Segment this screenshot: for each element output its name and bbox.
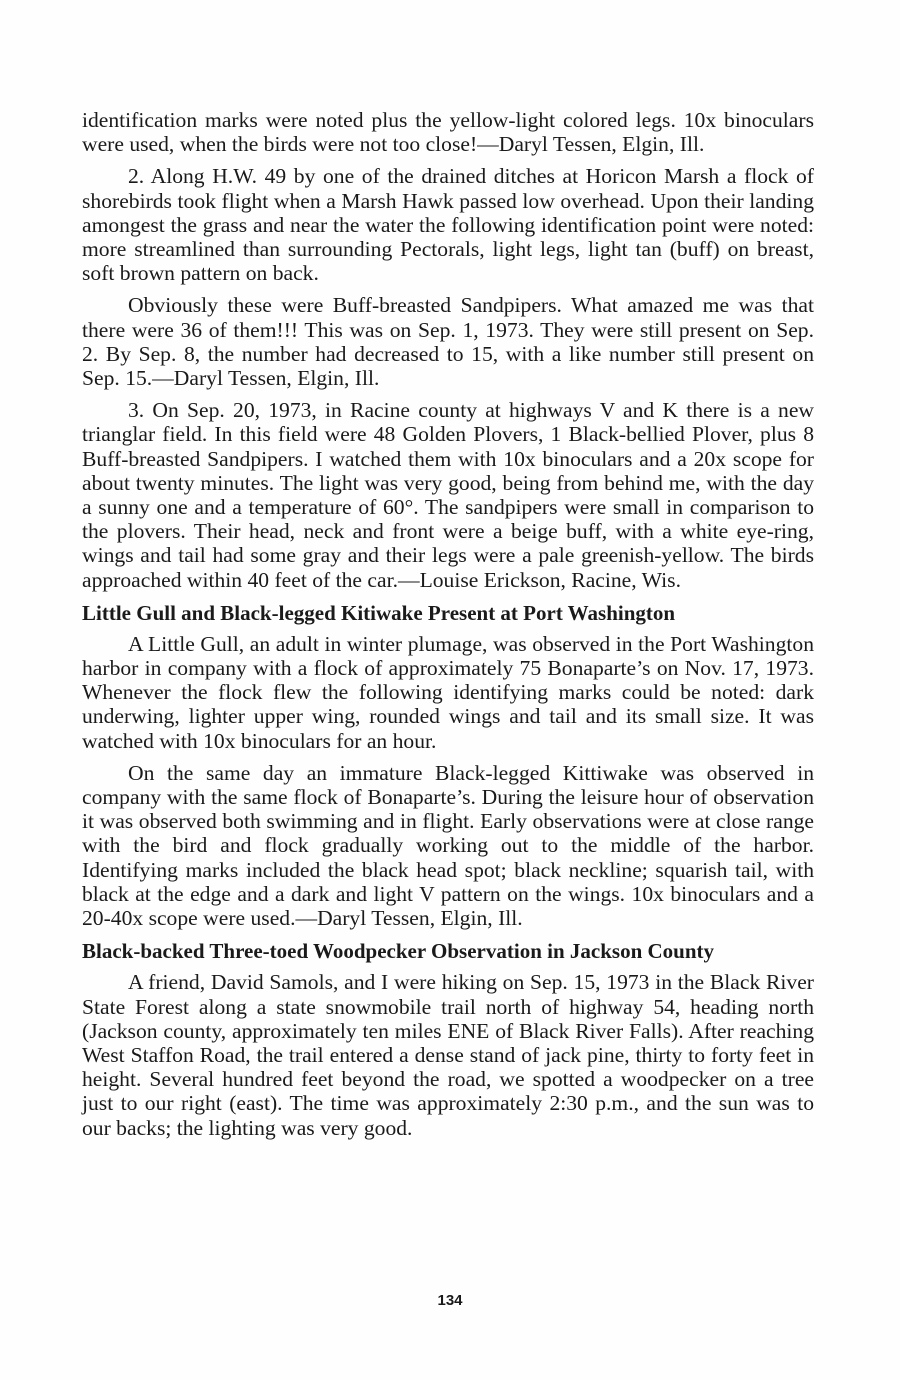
paragraph-observation-2: 2. Along H.W. 49 by one of the drained ditches at Horicon Marsh a flock of shorebirds took flight when a Marsh Hawk passed low overhead. Upon their landing amongest the grass and near the water the following identification point were noted: more streamlined than surrounding Pectorals, light legs, light tan (buff) on breast, soft brown pattern on back. — [82, 164, 814, 286]
paragraph-observation-3: 3. On Sep. 20, 1973, in Racine county at highways V and K there is a new trianglar field. In this field were 48 Golden Plovers, 1 Black-bellied Plover, plus 8 Buff-breasted Sandpipers. I watched them with 10x binoculars and a 20x scope for about twenty minutes. The light was very good, being from behind me, with the day a sunny one and a temperature of 60°. The sandpipers were small in comparison to the plovers. Their head, neck and front were a beige buff, with a white eye-ring, wings and tail had some gray and their legs were a pale greenish-yellow. The birds approached within 40 feet of the car.—Louise Erickson, Racine, Wis. — [82, 398, 814, 592]
paragraph-buff-breasted-sandpipers: Obviously these were Buff-breasted Sandpipers. What amazed me was that there were 36 of them!!! This was on Sep. 1, 1973. They were still present on Sep. 2. By Sep. 8, the number had decreased to 15, with a like number still present on Sep. 15.—Daryl Tessen, Elgin, Ill. — [82, 293, 814, 391]
page-number: 134 — [437, 1292, 463, 1309]
paragraph-continued: identification marks were noted plus the yellow-light colored legs. 10x binoculars were used, when the birds were not too close!—Daryl Tessen, Elgin, Ill. — [82, 108, 814, 157]
paragraph-kittiwake: On the same day an immature Black-legged Kittiwake was observed in company with the same flock of Bonaparte’s. During the leisure hour of observation it was observed both swimming and in flight. Early observations were at close range with the bird and flock gradually working out to the middle of the harbor. Identifying marks included the black head spot; black neckline; squarish tail, with black at the edge and a dark and light V pattern on the wings. 10x binoculars and a 20-40x scope were used.—Daryl Tessen, Elgin, Ill. — [82, 760, 814, 931]
section-heading-little-gull: Little Gull and Black-legged Kitiwake Present at Port Washington — [82, 600, 676, 625]
paragraph-little-gull: A Little Gull, an adult in winter plumage, was observed in the Port Washington harbor in company with a flock of approximately 75 Bonaparte’s on Nov. 17, 1973. Whenever the flock flew the following identifying marks could be noted: dark underwing, lighter upper wing, rounded wings and tail and its small size. It was watched with 10x binoculars for an hour. — [82, 631, 814, 753]
paragraph-woodpecker: A friend, David Samols, and I were hiking on Sep. 15, 1973 in the Black River State Forest along a state snowmobile trail north of highway 54, heading north (Jackson county, approximately ten miles ENE of Black River Falls). After reaching West Staffon Road, the trail entered a dense stand of jack pine, thirty to forty feet in height. Several hundred feet beyond the road, we spotted a woodpecker on a tree just to our right (east). The time was approximately 2:30 p.m., and the sun was to our backs; the lighting was very good. — [82, 970, 814, 1140]
section-heading-woodpecker: Black-backed Three-toed Woodpecker Observation in Jackson County — [82, 939, 715, 964]
